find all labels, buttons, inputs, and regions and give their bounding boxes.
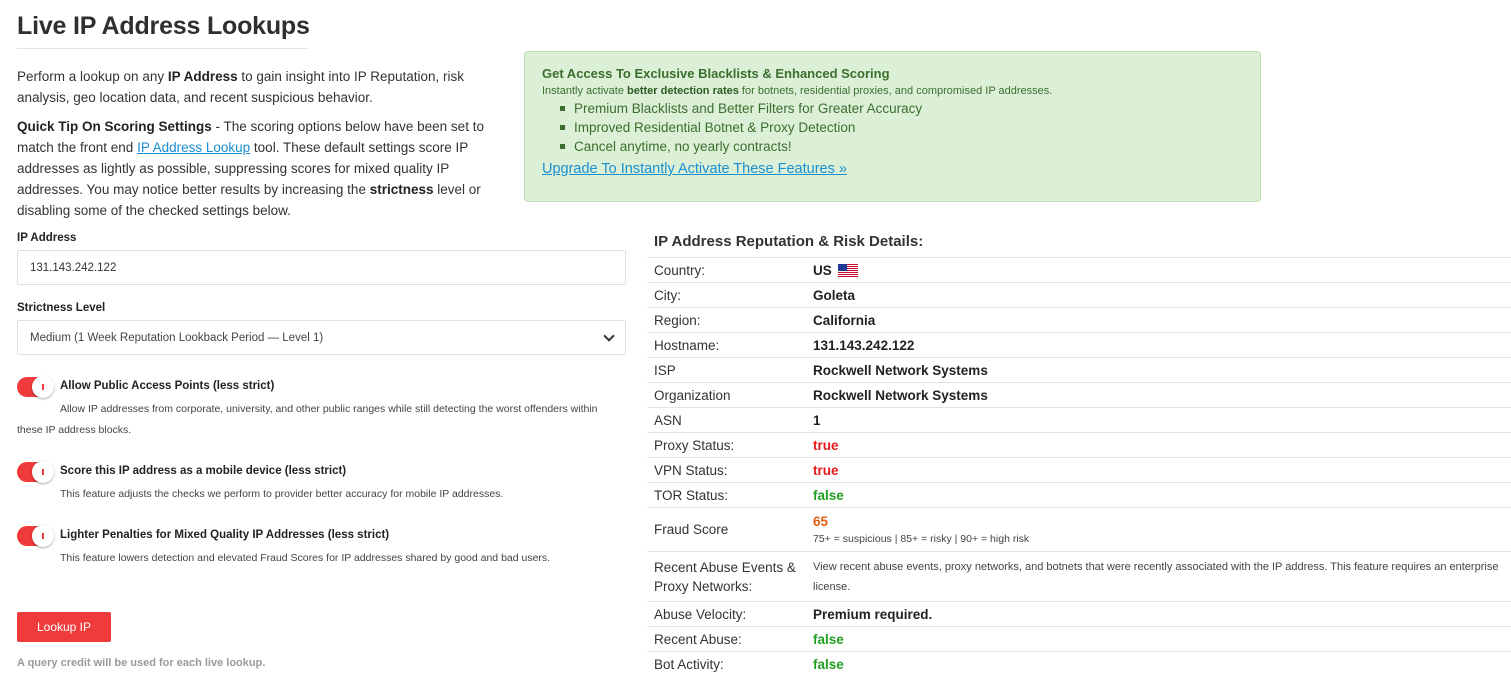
table-row (647, 552, 1511, 602)
detail-key: ISP (654, 362, 676, 378)
detail-key: Bot Activity: (654, 657, 724, 672)
detail-value: View recent abuse events, proxy networks, and botnets that were recently associated with the IP address. This feature requires an enterprise license. (813, 560, 1499, 593)
public-access-toggle[interactable] (17, 377, 53, 397)
detail-value: 131.143.242.122 (813, 337, 915, 353)
strictness-select[interactable] (17, 320, 626, 355)
ip-address-label: IP Address (17, 232, 77, 244)
lookup-ip-button[interactable]: Lookup IP (17, 612, 111, 642)
lookup-form (17, 232, 626, 355)
table-row (647, 483, 1511, 508)
table-row (647, 258, 1511, 283)
detail-key: Recent Abuse Events & Proxy Networks: (654, 559, 796, 594)
list-item: Cancel anytime, no yearly contracts! (556, 137, 1243, 156)
upgrade-link[interactable]: Upgrade To Instantly Activate These Features » (542, 161, 847, 177)
toggle-description: Allow IP addresses from corporate, university, and other public ranges while still detecting the worst offenders within these IP address blocks. (17, 403, 598, 436)
detail-key: Organization (654, 387, 731, 403)
table-row (647, 408, 1511, 433)
lighter-penalties-toggle[interactable] (17, 526, 53, 546)
detail-key: Region: (654, 312, 701, 328)
fraud-score-number: 65 (813, 514, 829, 529)
proxy-status-value: true (813, 437, 839, 453)
table-row (647, 283, 1511, 308)
detail-key: VPN Status: (654, 462, 728, 478)
promo-title: Get Access To Exclusive Blacklists & Enhanced Scoring (542, 66, 890, 81)
table-row (647, 383, 1511, 408)
title-divider (17, 48, 307, 49)
toggle-title: Score this IP address as a mobile device (less strict) (60, 465, 347, 477)
table-row (647, 602, 1511, 627)
bot-activity-value: false (813, 657, 844, 672)
detail-value: Rockwell Network Systems (813, 387, 988, 403)
tor-status-value: false (813, 487, 844, 503)
intro-paragraph: Perform a lookup on any IP Address to gain insight into IP Reputation, risk analysis, geo location data, and recent suspicious behavior. (17, 69, 465, 105)
intro-text (17, 66, 507, 229)
strictness-label: Strictness Level (17, 302, 106, 314)
fraud-score-value (813, 514, 1511, 545)
detail-value: Rockwell Network Systems (813, 362, 988, 378)
credit-note: A query credit will be used for each live lookup. (17, 657, 266, 669)
toggle-knob (32, 461, 54, 483)
mobile-device-toggle[interactable] (17, 462, 53, 482)
quick-tip-paragraph: Quick Tip On Scoring Settings - The scoring options below have been set to match the front end IP Address Lookup tool. These default settings score IP addresses as lightly as possible, suppressing scores for mixed quality IP addresses. You may notice better results by increasing the strictness level or disabling some of the checked settings below. (17, 119, 484, 218)
table-row (647, 627, 1511, 652)
table-row (647, 458, 1511, 483)
detail-key: Recent Abuse: (654, 631, 742, 647)
detail-value: 1 (813, 412, 821, 428)
detail-key: ASN (654, 412, 682, 428)
table-row (647, 308, 1511, 333)
list-item: Premium Blacklists and Better Filters for Greater Accuracy (556, 99, 1243, 118)
upgrade-promo-box (524, 51, 1261, 202)
table-row (647, 333, 1511, 358)
detail-key: City: (654, 287, 681, 303)
us-flag-icon (838, 264, 858, 277)
list-item: Improved Residential Botnet & Proxy Detection (556, 118, 1243, 137)
toggle-title: Lighter Penalties for Mixed Quality IP Addresses (less strict) (60, 529, 390, 541)
toggle-description: This feature adjusts the checks we perform to provider better accuracy for mobile IP addresses. (60, 488, 504, 500)
detail-key: Abuse Velocity: (654, 606, 747, 622)
toggle-description: This feature lowers detection and elevated Fraud Scores for IP addresses shared by good and bad users. (60, 552, 551, 564)
promo-feature-list (556, 99, 1243, 156)
ip-address-lookup-link[interactable]: IP Address Lookup (137, 140, 251, 155)
strictness-selected-value: Medium (1 Week Reputation Lookback Period — Level 1) (30, 331, 324, 344)
table-row (647, 652, 1511, 677)
promo-subtitle: Instantly activate better detection rates for botnets, residential proxies, and compromised IP addresses. (542, 85, 1053, 97)
detail-key: Proxy Status: (654, 437, 735, 453)
toggle-title: Allow Public Access Points (less strict) (60, 380, 275, 392)
chevron-down-icon (603, 330, 614, 341)
table-row (647, 508, 1511, 552)
reputation-details-table (647, 232, 1511, 677)
recent-abuse-value: false (813, 631, 844, 647)
detail-value: Goleta (813, 287, 856, 303)
detail-key: Country: (654, 262, 706, 278)
detail-value: California (813, 312, 876, 328)
vpn-status-value: true (813, 462, 839, 478)
table-row (647, 358, 1511, 383)
detail-value: Premium required. (813, 606, 933, 622)
ip-address-input[interactable]: 131.143.242.122 (17, 250, 626, 285)
detail-key: Fraud Score (654, 522, 729, 537)
toggle-knob (32, 376, 54, 398)
toggle-knob (32, 525, 54, 547)
table-row (647, 433, 1511, 458)
details-title: IP Address Reputation & Risk Details: (647, 232, 1511, 258)
fraud-score-legend: 75+ = suspicious | 85+ = risky | 90+ = high risk (813, 533, 1030, 545)
detail-value: US (813, 263, 1511, 278)
detail-key: TOR Status: (654, 487, 729, 503)
page-title: Live IP Address Lookups (17, 12, 310, 40)
detail-key: Hostname: (654, 337, 720, 353)
